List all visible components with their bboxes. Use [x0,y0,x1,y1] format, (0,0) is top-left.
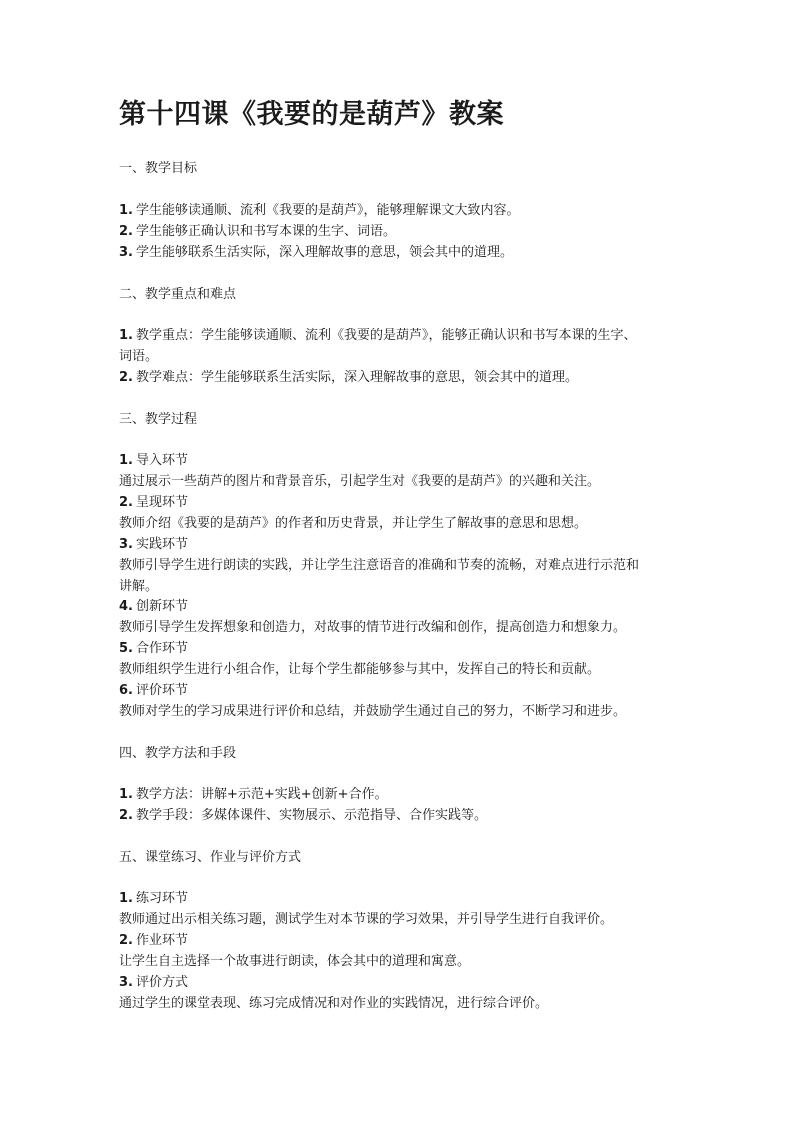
item-number: 6. [119,683,133,698]
item-text: 评价环节 [136,683,189,698]
list-item [119,325,637,346]
item-text: 学生能够联系生活实际，深入理解故事的意思，领会其中的道理。 [136,245,514,260]
item-description: 通过展示一些葫芦的图片和背景音乐，引起学生对《我要的是葫芦》的兴趣和关注。 [119,474,601,489]
item-number: 1. [119,453,133,468]
item-number: 1. [119,203,133,218]
item-description: 让学生自主选择一个故事进行朗读，体会其中的道理和寓意。 [119,954,471,969]
list-item [119,534,188,555]
item-number: 3. [119,245,133,260]
section-heading-objectives: 一、教学目标 [119,161,198,176]
item-text: 学生能够读通顺、流利《我要的是葫芦》，能够理解课文大致内容。 [136,203,520,218]
item-description: 教师介绍《我要的是葫芦》的作者和历史背景，并让学生了解故事的意思和思想。 [119,516,588,531]
item-text: 评价方式 [136,975,189,990]
list-item-continuation: 词语。 [119,349,159,364]
item-text: 练习环节 [136,891,189,906]
item-number: 2. [119,495,133,510]
item-description: 教师引导学生发挥想象和创造力，对故事的情节进行改编和创作，提高创造力和想象力。 [119,620,627,635]
item-number: 2. [119,224,133,239]
section-heading-process: 三、教学过程 [119,412,198,427]
list-item [119,242,513,263]
item-number: 1. [119,328,133,343]
item-text: 教学重点：学生能够读通顺、流利《我要的是葫芦》，能够正确认识和书写本课的生字、 [136,328,637,343]
item-text: 实践环节 [136,537,189,552]
item-description: 通过学生的课堂表现、练习完成情况和对作业的实践情况，进行综合评价。 [119,996,549,1011]
item-number: 4. [119,599,133,614]
list-item [119,367,578,388]
item-text: 合作环节 [136,641,189,656]
list-item [119,805,487,826]
section-heading-practice: 五、课堂练习、作业与评价方式 [119,850,302,865]
item-description: 教师组织学生进行小组合作，让每个学生都能够参与其中，发挥自己的特长和贡献。 [119,662,601,677]
item-description: 教师对学生的学习成果进行评价和总结，并鼓励学生通过自己的努力，不断学习和进步。 [119,704,627,719]
item-text: 作业环节 [136,933,189,948]
item-description: 教师通过出示相关练习题，测试学生对本节课的学习效果，并引导学生进行自我评价。 [119,912,614,927]
item-number: 2. [119,933,133,948]
section-heading-key-points: 二、教学重点和难点 [119,287,237,302]
section-heading-methods: 四、教学方法和手段 [119,746,237,761]
item-number: 3. [119,537,133,552]
item-number: 2. [119,370,133,385]
list-item [119,930,188,951]
list-item [119,596,188,617]
list-item [119,972,188,993]
item-number: 5. [119,641,133,656]
list-item [119,450,188,471]
list-item [119,200,520,221]
item-text: 学生能够正确认识和书写本课的生字、词语。 [136,224,397,239]
item-text: 呈现环节 [136,495,189,510]
item-number: 1. [119,891,133,906]
list-item [119,221,396,242]
item-number: 1. [119,787,133,802]
list-item [119,888,188,909]
item-description: 教师引导学生进行朗读的实践，并让学生注意语音的准确和节奏的流畅，对难点进行示范和 [119,558,640,573]
list-item [119,492,188,513]
item-description-continuation: 讲解。 [119,579,159,594]
item-text: 教学手段：多媒体课件、实物展示、示范指导、合作实践等。 [136,808,488,823]
item-text: 导入环节 [136,453,189,468]
item-text: 教学难点：学生能够联系生活实际，深入理解故事的意思，领会其中的道理。 [136,370,579,385]
item-number: 3. [119,975,133,990]
item-text: 教学方法：讲解+示范+实践+创新+合作。 [136,787,388,802]
item-text: 创新环节 [136,599,189,614]
list-item [119,784,388,805]
document-title: 第十四课《我要的是葫芦》教案 [119,99,504,130]
item-number: 2. [119,808,133,823]
list-item [119,680,188,701]
list-item [119,638,188,659]
